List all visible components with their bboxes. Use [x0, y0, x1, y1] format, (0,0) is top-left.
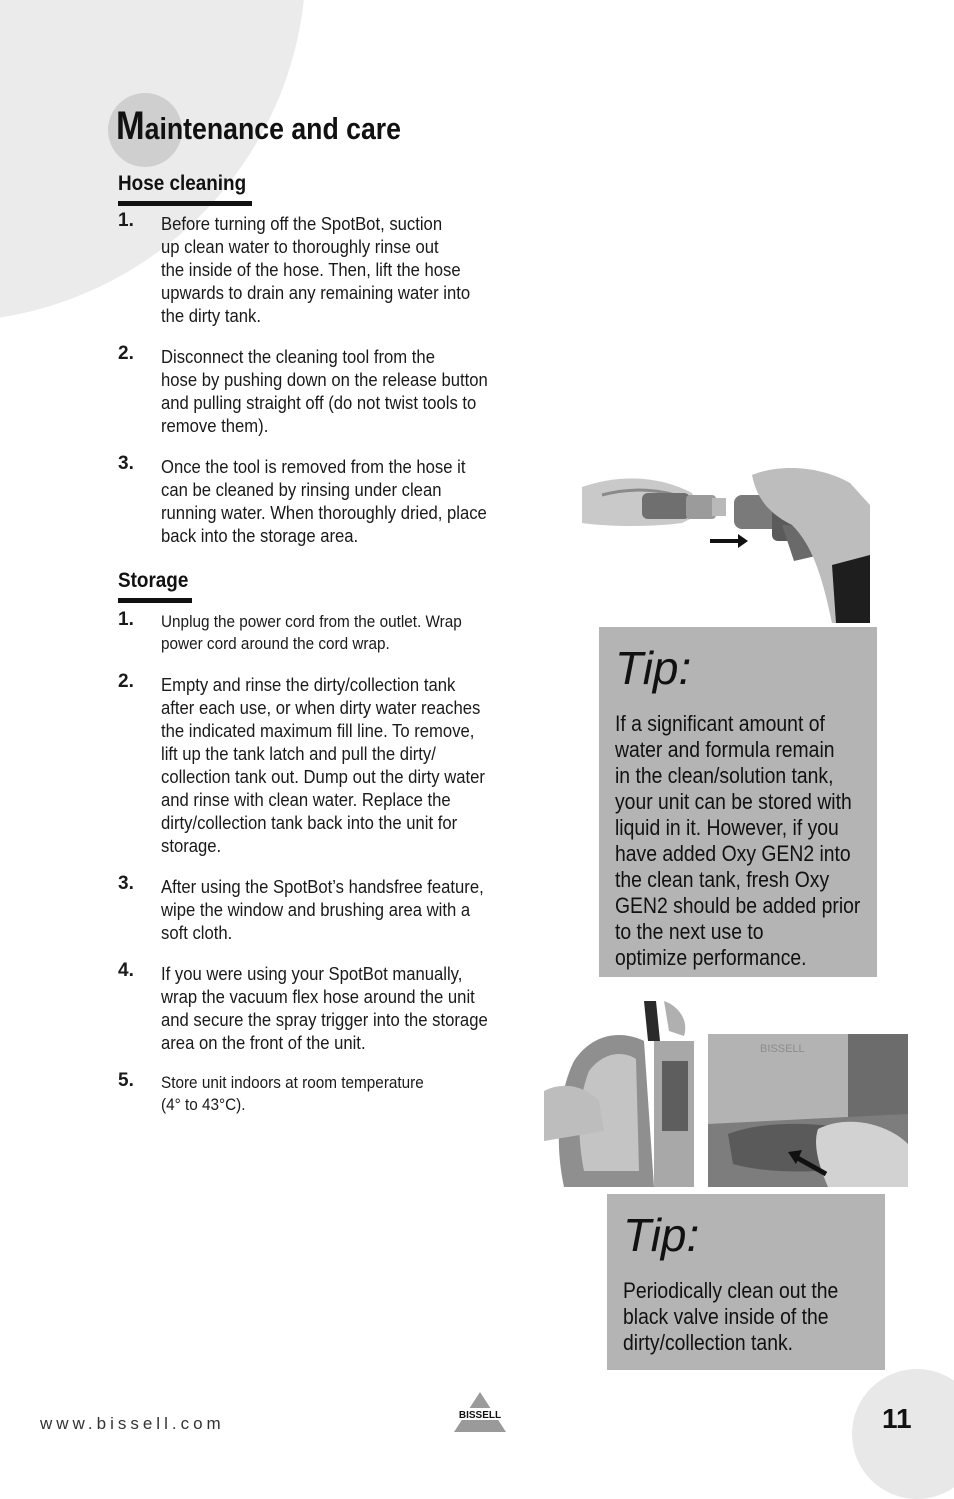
- hose-tool-photo: [582, 465, 870, 623]
- logo-text: BISSELL: [458, 1410, 502, 1421]
- step-number: 3.: [118, 873, 134, 894]
- tip-box-valve: [607, 1194, 885, 1370]
- title-initial: M: [116, 104, 145, 148]
- heading-underline: [118, 598, 192, 603]
- step-number: 4.: [118, 960, 134, 981]
- step-text: After using the SpotBot’s handsfree feature, wipe the window and brushing area with a soft cloth.: [161, 876, 484, 943]
- page-number: 11: [882, 1403, 912, 1434]
- bissell-logo: [452, 1392, 508, 1434]
- step-text: Store unit indoors at room temperature (4° to 43°C).: [161, 1073, 424, 1114]
- step-number: 2.: [118, 671, 134, 692]
- step-number: 2.: [118, 343, 134, 364]
- step-text: If you were using your SpotBot manually, wrap the vacuum flex hose around the unit and secure the spray trigger into the storage area on the front of the unit.: [161, 963, 488, 1053]
- page-title: [116, 104, 401, 149]
- hose-cleaning-heading: Hose cleaning: [118, 172, 247, 195]
- step-text: Unplug the power cord from the outlet. Wrap power cord around the cord wrap.: [161, 612, 462, 653]
- step-number: 1.: [118, 210, 134, 231]
- tip-text: If a significant amount of water and formula remain in the clean/solution tank, your unit can be stored with liquid in it. However, if you have added Oxy GEN2 into the clean tank, fresh Oxy GEN2 should be added prior to the next use to optimize performance.: [615, 711, 861, 970]
- tip-box-storage: [599, 627, 877, 977]
- title-rest: aintenance and care: [144, 111, 402, 146]
- step-number: 5.: [118, 1070, 134, 1091]
- step-text: Disconnect the cleaning tool from the hose by pushing down on the release button and pulling straight off (do not twist tools to remove them).: [161, 346, 488, 436]
- tip-text: Periodically clean out the black valve inside of the dirty/collection tank.: [623, 1278, 839, 1355]
- step-number: 3.: [118, 453, 134, 474]
- heading-underline: [118, 201, 252, 206]
- step-number: 1.: [118, 609, 134, 630]
- step-text: Empty and rinse the dirty/collection tank after each use, or when dirty water reaches the indicated maximum fill line. To remove, lift up the tank latch and pull the dirty/ collection tank out. Dump out the dirty water and rinse with clean water. Replace the dirty/collection tank back into the unit for storage.: [161, 674, 485, 856]
- tip-title: Tip:: [615, 642, 692, 694]
- valve-cleaning-photo: [708, 1034, 908, 1187]
- tip-title: Tip:: [623, 1209, 700, 1261]
- storage-heading: Storage: [118, 569, 189, 592]
- step-text: Once the tool is removed from the hose it can be cleaned by rinsing under clean running water. When thoroughly dried, place back into the storage area.: [161, 456, 487, 546]
- step-text: Before turning off the SpotBot, suction up clean water to thoroughly rinse out the inside of the hose. Then, lift the hose upwards to drain any remaining water into the dirty tank.: [161, 213, 471, 326]
- footer-url: www.bissell.com: [40, 1414, 225, 1433]
- tank-removal-photo: [544, 1001, 694, 1187]
- photo-logo-mark: BISSELL: [760, 1043, 805, 1055]
